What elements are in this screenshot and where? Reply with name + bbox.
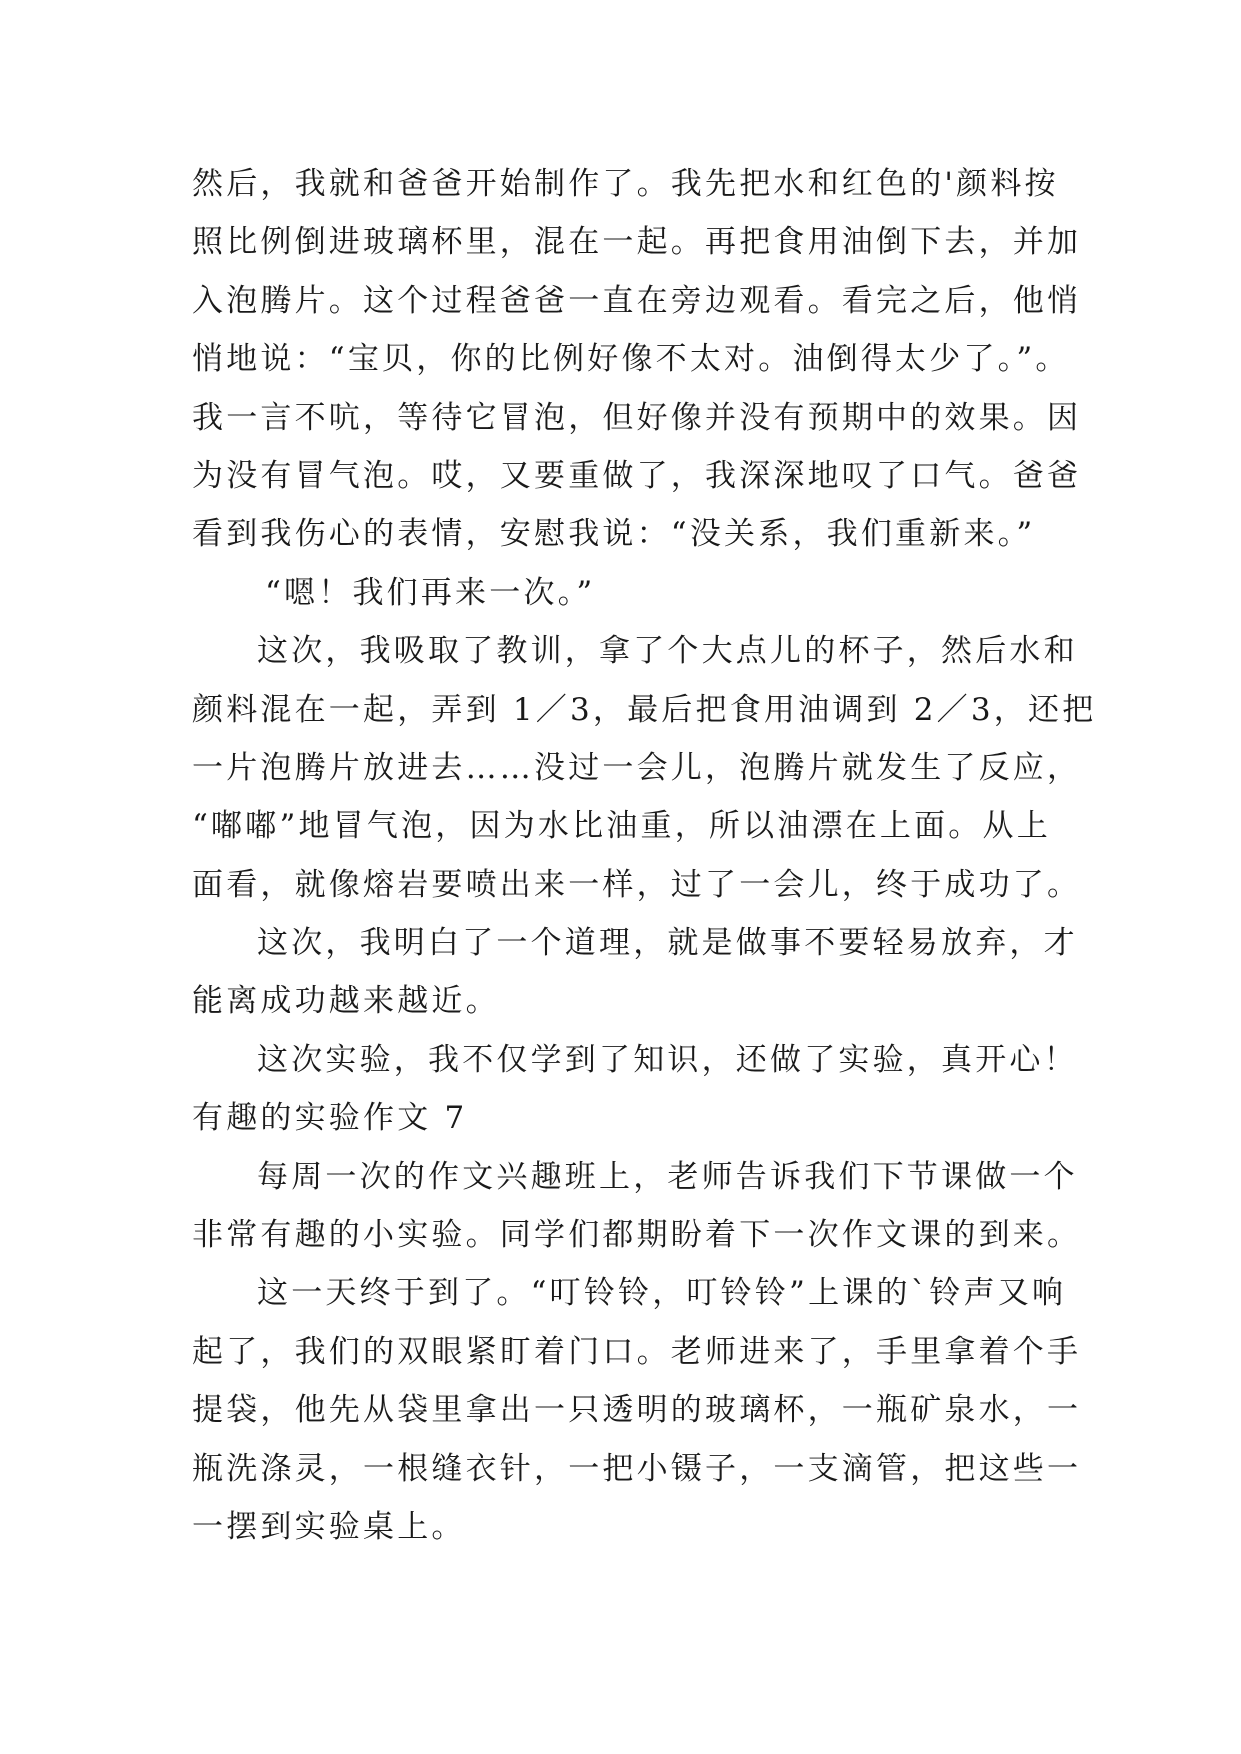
text-line: 面看，就像熔岩要喷出来一样，过了一会儿，终于成功了。 <box>192 866 1082 903</box>
text-line: 这次，我明白了一个道理，就是做事不要轻易放弃，才 <box>257 925 1078 962</box>
text-line: 这次实验，我不仅学到了知识，还做了实验，真开心！ <box>257 1041 1078 1078</box>
section-heading: 有趣的实验作文 7 <box>192 1100 468 1137</box>
text-line: 非常有趣的小实验。同学们都期盼着下一次作文课的到来。 <box>192 1217 1082 1254</box>
text-line: 悄地说：“宝贝，你的比例好像不太对。油倒得太少了。”。 <box>192 341 1070 378</box>
text-line: 瓶洗涤灵，一根缝衣针，一把小镊子，一支滴管，把这些一 <box>192 1450 1082 1487</box>
text-line: 提袋，他先从袋里拿出一只透明的玻璃杯，一瓶矿泉水，一 <box>192 1392 1082 1429</box>
text-line: 照比例倒进玻璃杯里，混在一起。再把食用油倒下去，并加 <box>192 224 1082 261</box>
article-body <box>192 155 1097 1556</box>
text-line: 然后，我就和爸爸开始制作了。我先把水和红色的'颜料按 <box>192 166 1059 202</box>
text-line: 能离成功越来越近。 <box>192 983 500 1020</box>
text-line: 颜料混在一起，弄到 1／3，最后把食用油调到 2／3，还把 <box>192 691 1097 728</box>
text-line: 为没有冒气泡。哎，又要重做了，我深深地叹了口气。爸爸 <box>192 457 1082 494</box>
text-line: 这一天终于到了。“叮铃铃，叮铃铃”上课的`铃声又响 <box>257 1275 1067 1312</box>
text-line: 起了，我们的双眼紧盯着门口。老师进来了，手里拿着个手 <box>192 1333 1082 1370</box>
text-line: 我一言不吭，等待它冒泡，但好像并没有预期中的效果。因 <box>192 399 1082 436</box>
text-line: 每周一次的作文兴趣班上，老师告诉我们下节课做一个 <box>257 1158 1078 1195</box>
text-line: 一摆到实验桌上。 <box>192 1508 466 1545</box>
text-line: 看到我伤心的表情，安慰我说：“没关系，我们重新来。” <box>192 516 1036 553</box>
text-line: 一片泡腾片放进去……没过一会儿，泡腾片就发生了反应， <box>192 749 1082 786</box>
text-line: “嘟嘟”地冒气泡，因为水比油重，所以油漂在上面。从上 <box>192 808 1051 845</box>
text-line: 入泡腾片。这个过程爸爸一直在旁边观看。看完之后，他悄 <box>192 282 1082 319</box>
text-line: 这次，我吸取了教训，拿了个大点儿的杯子，然后水和 <box>257 633 1078 670</box>
text-line: “嗯！我们再来一次。” <box>265 574 596 611</box>
